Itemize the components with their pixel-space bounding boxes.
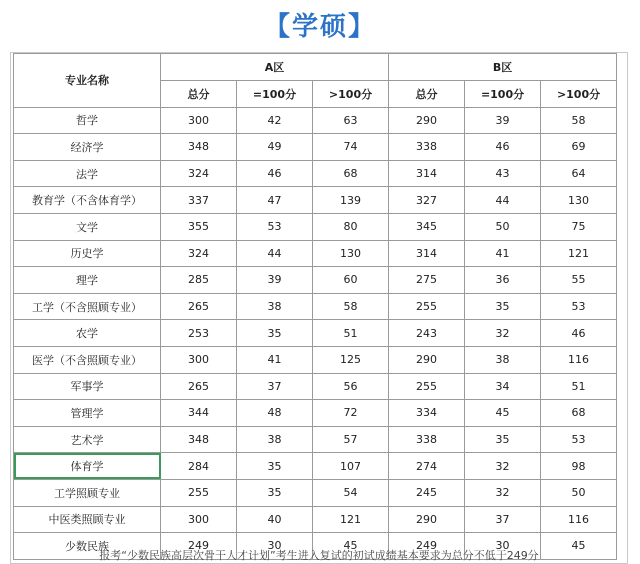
- header-gt100-b: >100分: [541, 81, 617, 108]
- table-row: [14, 453, 617, 480]
- cell-major[interactable]: 法学: [14, 160, 161, 187]
- cell-score[interactable]: 58: [541, 107, 617, 134]
- cell-score[interactable]: 116: [541, 346, 617, 373]
- cell-score[interactable]: 40: [237, 506, 313, 533]
- cell-score[interactable]: 34: [465, 373, 541, 400]
- cell-major[interactable]: 经济学: [14, 134, 161, 161]
- cell-score[interactable]: 53: [541, 426, 617, 453]
- cell-score[interactable]: 43: [465, 160, 541, 187]
- header-total-b: 总分: [389, 81, 465, 108]
- cell-score[interactable]: 48: [237, 400, 313, 427]
- cell-score[interactable]: 130: [541, 187, 617, 214]
- cell-major[interactable]: 文学: [14, 213, 161, 240]
- cell-score[interactable]: 355: [161, 213, 237, 240]
- table-row: [14, 267, 617, 294]
- cell-major[interactable]: 军事学: [14, 373, 161, 400]
- table-row: [14, 107, 617, 134]
- cell-score[interactable]: 42: [237, 107, 313, 134]
- cell-score[interactable]: 30: [465, 533, 541, 560]
- cell-score[interactable]: 72: [313, 400, 389, 427]
- cell-score[interactable]: 51: [313, 320, 389, 347]
- cell-score[interactable]: 290: [389, 107, 465, 134]
- cell-score[interactable]: 80: [313, 213, 389, 240]
- cell-score[interactable]: 46: [541, 320, 617, 347]
- cell-score[interactable]: 345: [389, 213, 465, 240]
- cell-score[interactable]: 324: [161, 240, 237, 267]
- cell-score[interactable]: 41: [465, 240, 541, 267]
- cell-score[interactable]: 38: [465, 346, 541, 373]
- cell-score[interactable]: 265: [161, 293, 237, 320]
- header-total-a: 总分: [161, 81, 237, 108]
- cell-major[interactable]: 工学照顾专业: [14, 479, 161, 506]
- cell-score[interactable]: 327: [389, 187, 465, 214]
- cell-score[interactable]: 50: [541, 479, 617, 506]
- cell-score[interactable]: 36: [465, 267, 541, 294]
- cell-score[interactable]: 35: [237, 453, 313, 480]
- cell-score[interactable]: 255: [161, 479, 237, 506]
- cell-score[interactable]: 300: [161, 506, 237, 533]
- table-row: [14, 160, 617, 187]
- cell-score[interactable]: 50: [465, 213, 541, 240]
- cell-score[interactable]: 274: [389, 453, 465, 480]
- cell-score[interactable]: 74: [313, 134, 389, 161]
- table-row: [14, 240, 617, 267]
- cell-score[interactable]: 30: [237, 533, 313, 560]
- cell-score[interactable]: 37: [465, 506, 541, 533]
- cell-score[interactable]: 245: [389, 479, 465, 506]
- cell-score[interactable]: 38: [237, 293, 313, 320]
- table-row: [14, 373, 617, 400]
- footnote: 报考“少数民族高层次骨干人才计划”考生进入复试的初试成绩基本要求为总分不低于249分: [99, 549, 539, 562]
- cell-score[interactable]: 35: [465, 293, 541, 320]
- cell-score[interactable]: 290: [389, 506, 465, 533]
- cell-score[interactable]: 32: [465, 479, 541, 506]
- cell-score[interactable]: 139: [313, 187, 389, 214]
- cell-score[interactable]: 290: [389, 346, 465, 373]
- cell-score[interactable]: 32: [465, 320, 541, 347]
- header-major-name: 专业名称: [14, 54, 161, 108]
- header-zone-a: A区: [161, 54, 389, 81]
- cell-score[interactable]: 284: [161, 453, 237, 480]
- cell-score[interactable]: 300: [161, 346, 237, 373]
- cell-major[interactable]: 管理学: [14, 400, 161, 427]
- cell-score[interactable]: 68: [541, 400, 617, 427]
- cell-major[interactable]: 中医类照顾专业: [14, 506, 161, 533]
- header-eq100-b: =100分: [465, 81, 541, 108]
- cell-score[interactable]: 32: [465, 453, 541, 480]
- cell-score[interactable]: 243: [389, 320, 465, 347]
- score-table-sheet: [10, 52, 628, 564]
- cell-score[interactable]: 51: [541, 373, 617, 400]
- cell-score[interactable]: 37: [237, 373, 313, 400]
- cell-score[interactable]: 46: [465, 134, 541, 161]
- cell-score[interactable]: 75: [541, 213, 617, 240]
- cell-score[interactable]: 337: [161, 187, 237, 214]
- cell-score[interactable]: 334: [389, 400, 465, 427]
- cell-score[interactable]: 98: [541, 453, 617, 480]
- cell-score[interactable]: 45: [465, 400, 541, 427]
- cell-score[interactable]: 63: [313, 107, 389, 134]
- table-row: [14, 213, 617, 240]
- header-gt100-a: >100分: [313, 81, 389, 108]
- cell-score[interactable]: 121: [313, 506, 389, 533]
- cell-score[interactable]: 44: [465, 187, 541, 214]
- cell-score[interactable]: 348: [161, 426, 237, 453]
- cell-score[interactable]: 314: [389, 240, 465, 267]
- table-row: [14, 187, 617, 214]
- cell-score[interactable]: 69: [541, 134, 617, 161]
- table-row: [14, 320, 617, 347]
- cell-score[interactable]: 41: [237, 346, 313, 373]
- cell-score[interactable]: 300: [161, 107, 237, 134]
- page-title: 【学硕】: [263, 12, 376, 42]
- cell-major[interactable]: 医学（不含照顾专业）: [14, 346, 161, 373]
- cell-score[interactable]: 57: [313, 426, 389, 453]
- cell-major[interactable]: 历史学: [14, 240, 161, 267]
- cell-score[interactable]: 121: [541, 240, 617, 267]
- header-zone-b: B区: [389, 54, 617, 81]
- cell-major[interactable]: 艺术学: [14, 426, 161, 453]
- cell-score[interactable]: 64: [541, 160, 617, 187]
- cell-score[interactable]: 53: [541, 293, 617, 320]
- cell-score[interactable]: 255: [389, 373, 465, 400]
- cell-score[interactable]: 45: [313, 533, 389, 560]
- cell-score[interactable]: 253: [161, 320, 237, 347]
- cell-score[interactable]: 58: [313, 293, 389, 320]
- cell-score[interactable]: 338: [389, 134, 465, 161]
- cell-score[interactable]: 54: [313, 479, 389, 506]
- cell-major[interactable]: 哲学: [14, 107, 161, 134]
- cell-score[interactable]: 338: [389, 426, 465, 453]
- cell-major[interactable]: 工学（不含照顾专业）: [14, 293, 161, 320]
- cell-score[interactable]: 53: [237, 213, 313, 240]
- cell-score[interactable]: 49: [237, 134, 313, 161]
- cell-score[interactable]: 60: [313, 267, 389, 294]
- cell-major[interactable]: 教育学（不含体育学）: [14, 187, 161, 214]
- score-table: [13, 53, 617, 560]
- cell-score[interactable]: 56: [313, 373, 389, 400]
- cell-score[interactable]: 116: [541, 506, 617, 533]
- cell-score[interactable]: 39: [465, 107, 541, 134]
- cell-major[interactable]: 体育学: [14, 453, 161, 480]
- table-row: [14, 426, 617, 453]
- table-row: [14, 293, 617, 320]
- cell-score[interactable]: 275: [389, 267, 465, 294]
- table-body: [14, 107, 617, 559]
- cell-score[interactable]: 249: [389, 533, 465, 560]
- cell-score[interactable]: 55: [541, 267, 617, 294]
- cell-score[interactable]: 46: [237, 160, 313, 187]
- cell-score[interactable]: 249: [161, 533, 237, 560]
- cell-score[interactable]: 68: [313, 160, 389, 187]
- cell-score[interactable]: 45: [541, 533, 617, 560]
- table-row: [14, 134, 617, 161]
- cell-major[interactable]: 理学: [14, 267, 161, 294]
- cell-score[interactable]: 47: [237, 187, 313, 214]
- cell-score[interactable]: 255: [389, 293, 465, 320]
- cell-score[interactable]: 39: [237, 267, 313, 294]
- cell-score[interactable]: 44: [237, 240, 313, 267]
- cell-score[interactable]: 130: [313, 240, 389, 267]
- table-row: [14, 506, 617, 533]
- cell-score[interactable]: 35: [237, 479, 313, 506]
- header-eq100-a: =100分: [237, 81, 313, 108]
- table-row: [14, 346, 617, 373]
- cell-score[interactable]: 348: [161, 134, 237, 161]
- cell-score[interactable]: 324: [161, 160, 237, 187]
- cell-major[interactable]: 少数民族: [14, 533, 161, 560]
- cell-score[interactable]: 125: [313, 346, 389, 373]
- cell-score[interactable]: 38: [237, 426, 313, 453]
- table-row: [14, 479, 617, 506]
- table-row: [14, 400, 617, 427]
- cell-score[interactable]: 285: [161, 267, 237, 294]
- cell-score[interactable]: 265: [161, 373, 237, 400]
- cell-score[interactable]: 344: [161, 400, 237, 427]
- cell-score[interactable]: 107: [313, 453, 389, 480]
- cell-score[interactable]: 35: [465, 426, 541, 453]
- cell-score[interactable]: 314: [389, 160, 465, 187]
- cell-major[interactable]: 农学: [14, 320, 161, 347]
- cell-score[interactable]: 35: [237, 320, 313, 347]
